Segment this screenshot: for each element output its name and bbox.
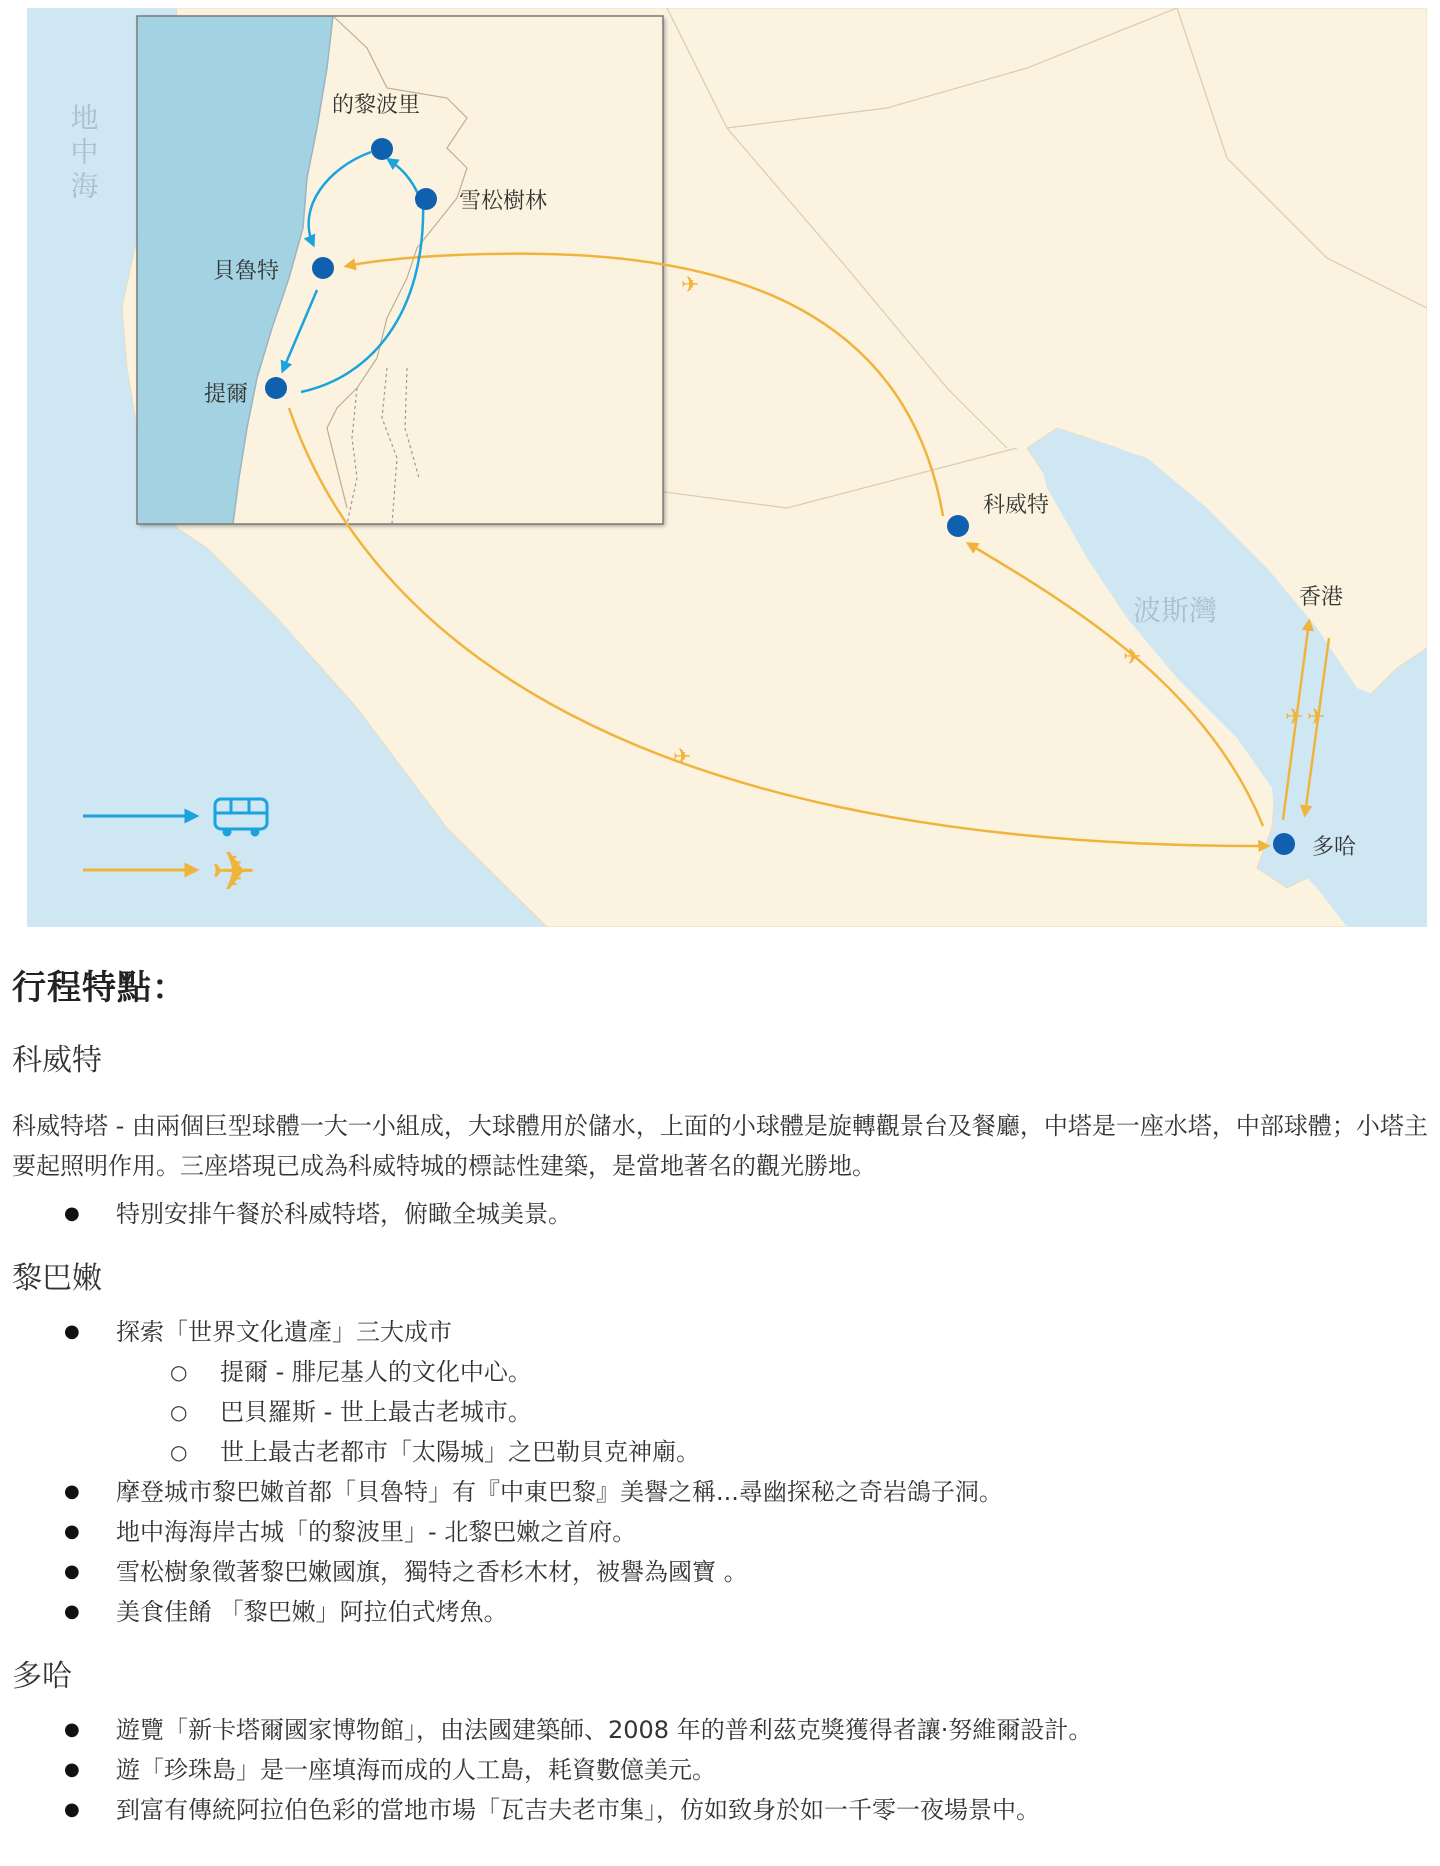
doha-bullets bbox=[12, 1710, 1428, 1830]
list-item: ● 雪松樹象徵著黎巴嫩國旗，獨特之香杉木材，被譽為國寶 。 bbox=[116, 1552, 1428, 1592]
route-map bbox=[27, 8, 1427, 927]
city-label-cedars: 雪松樹林 bbox=[459, 189, 548, 214]
mediterranean-label: 地中海 bbox=[66, 103, 100, 205]
sub-list-item: ○ 巴貝羅斯 - 世上最古老城市。 bbox=[220, 1392, 1428, 1432]
city-dot-doha bbox=[1273, 833, 1295, 855]
lebanon-bullets bbox=[12, 1312, 1428, 1632]
list-item bbox=[116, 1312, 1428, 1472]
list-item: ● 到富有傳統阿拉伯色彩的當地市場「瓦吉夫老市集」，仿如致身於如一千零一夜場景中。 bbox=[116, 1790, 1428, 1830]
airplane-icon: ✈ bbox=[1285, 705, 1304, 730]
airplane-icon: ✈ bbox=[681, 273, 700, 298]
route-map-svg bbox=[27, 8, 1427, 927]
section-title-lebanon: 黎巴嫩 bbox=[12, 1261, 102, 1296]
list-item: ● 特別安排午餐於科威特塔，俯瞰全城美景。 bbox=[116, 1194, 1428, 1234]
city-dot-kuwait bbox=[947, 515, 969, 537]
city-dot-tripoli bbox=[371, 138, 393, 160]
sub-list-item: ○ 提爾 - 腓尼基人的文化中心。 bbox=[220, 1352, 1428, 1392]
list-item: ● 遊「珍珠島」是一座填海而成的人工島，耗資數億美元。 bbox=[116, 1750, 1428, 1790]
page-title: 行程特點： bbox=[12, 968, 187, 1008]
city-dot-beirut bbox=[312, 257, 334, 279]
heritage-intro: 探索「世界文化遺產」三大成市 bbox=[116, 1318, 452, 1346]
airplane-icon: ✈ bbox=[211, 840, 257, 903]
city-dot-tyre bbox=[265, 377, 287, 399]
kuwait-description: 科威特塔 - 由兩個巨型球體一大一小組成，大球體用於儲水，上面的小球體是旋轉觀景台及餐廳，中塔是一座水塔，中部球體；小塔主要起照明作用。三座塔現已成為科威特城的標誌性建築，是當地著名的觀光勝地。 bbox=[12, 1112, 1428, 1180]
list-item: ● 美食佳餚 「黎巴嫩」阿拉伯式烤魚。 bbox=[116, 1592, 1428, 1632]
city-label-kuwait: 科威特 bbox=[983, 493, 1050, 518]
list-item: ● 遊覽「新卡塔爾國家博物館」，由法國建築師、2008 年的普利茲克獎獲得者讓·努維爾設計。 bbox=[116, 1710, 1428, 1750]
sub-list-item: ○ 世上最古老都市「太陽城」之巴勒貝克神廟。 bbox=[220, 1432, 1428, 1472]
list-item: ● 摩登城市黎巴嫩首都「貝魯特」有『中東巴黎』美譽之稱...尋幽探秘之奇岩鴿子洞。 bbox=[116, 1472, 1428, 1512]
section-title-doha: 多哈 bbox=[12, 1659, 72, 1694]
city-label-doha: 多哈 bbox=[1312, 835, 1357, 860]
city-label-tyre: 提爾 bbox=[204, 382, 249, 407]
city-dot-cedars bbox=[415, 188, 437, 210]
airplane-icon: ✈ bbox=[1307, 705, 1326, 730]
city-label-beirut: 貝魯特 bbox=[213, 259, 280, 284]
heritage-sublist bbox=[116, 1352, 1428, 1472]
airplane-icon: ✈ bbox=[673, 745, 692, 770]
city-label-tripoli: 的黎波里 bbox=[332, 93, 421, 118]
section-title-kuwait: 科威特 bbox=[12, 1043, 102, 1078]
airplane-icon: ✈ bbox=[1123, 645, 1142, 670]
itinerary-content bbox=[12, 960, 1428, 1830]
city-label-hongkong: 香港 bbox=[1299, 585, 1344, 610]
list-item: ● 地中海海岸古城「的黎波里」- 北黎巴嫩之首府。 bbox=[116, 1512, 1428, 1552]
persian-gulf-label: 波斯灣 bbox=[1133, 594, 1218, 627]
kuwait-bullets bbox=[12, 1194, 1428, 1234]
